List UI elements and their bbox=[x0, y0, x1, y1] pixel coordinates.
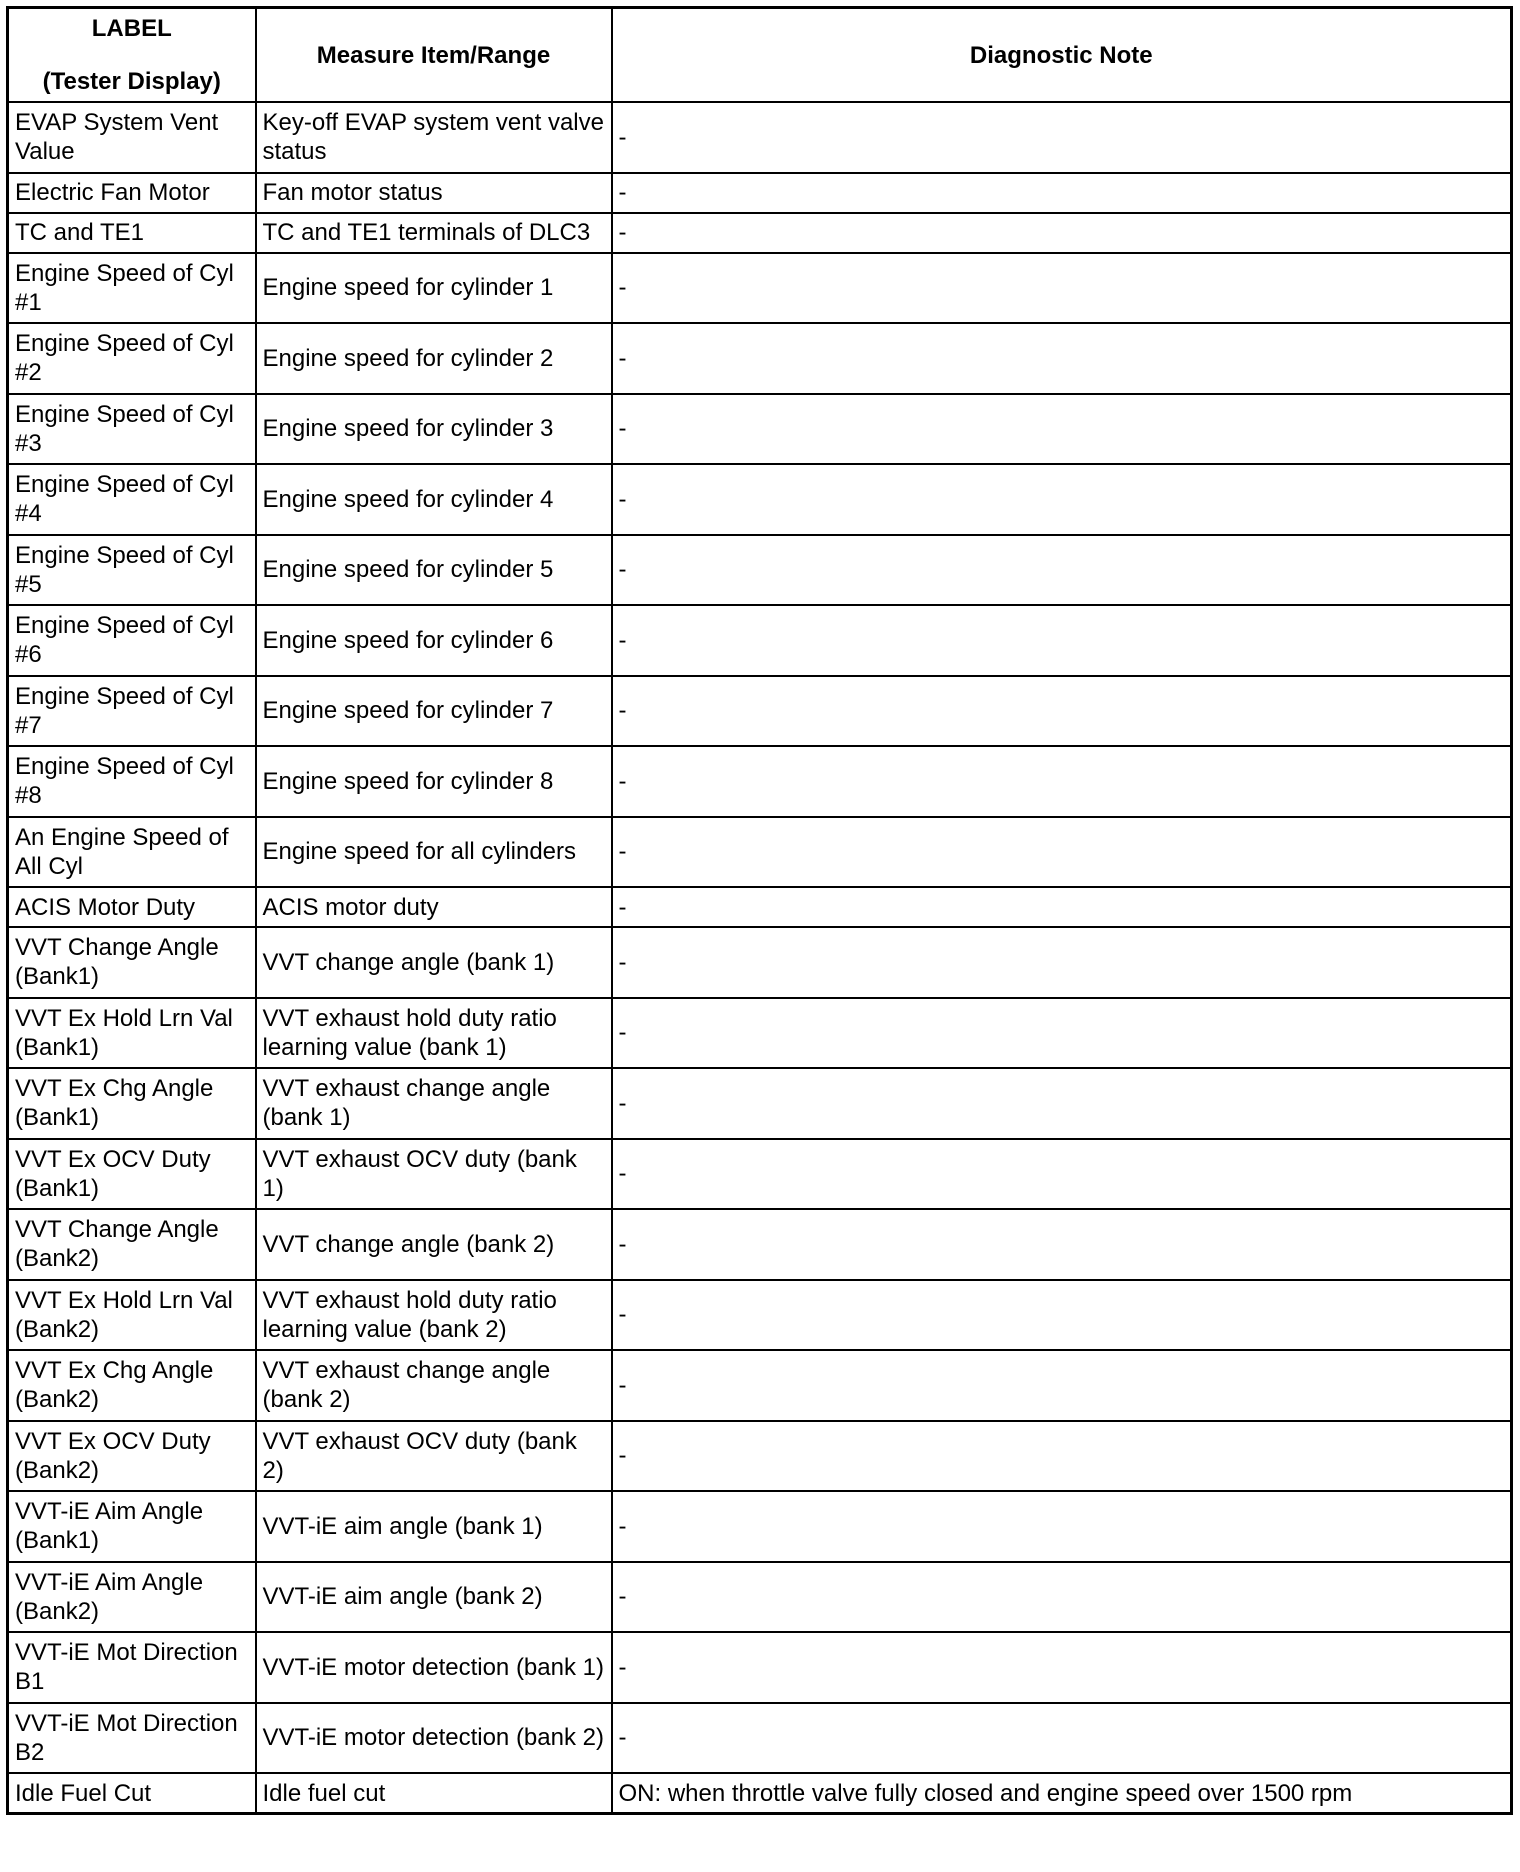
row-note-cell: - bbox=[612, 1491, 1512, 1562]
row-note-cell: - bbox=[612, 213, 1512, 253]
row-measure-cell: ACIS motor duty bbox=[256, 887, 612, 927]
row-measure-cell: VVT exhaust change angle (bank 2) bbox=[256, 1350, 612, 1421]
row-measure-cell: VVT-iE aim angle (bank 2) bbox=[256, 1562, 612, 1633]
row-label-cell: Engine Speed of Cyl #6 bbox=[8, 605, 256, 676]
table-row bbox=[8, 676, 1512, 747]
row-measure-cell: VVT exhaust OCV duty (bank 2) bbox=[256, 1421, 612, 1492]
header-label bbox=[8, 8, 256, 103]
table-row bbox=[8, 998, 1512, 1069]
table-row bbox=[8, 173, 1512, 213]
row-measure-cell: Engine speed for cylinder 3 bbox=[256, 394, 612, 465]
table-body bbox=[8, 102, 1512, 1814]
row-label-cell: VVT Ex Hold Lrn Val (Bank1) bbox=[8, 998, 256, 1069]
table-row bbox=[8, 1068, 1512, 1139]
document-page bbox=[6, 6, 1516, 1868]
row-measure-cell: Engine speed for cylinder 5 bbox=[256, 535, 612, 606]
row-measure-cell: VVT exhaust change angle (bank 1) bbox=[256, 1068, 612, 1139]
table-row bbox=[8, 887, 1512, 927]
row-note-cell: - bbox=[612, 1562, 1512, 1633]
row-label-cell: VVT-iE Mot Direction B1 bbox=[8, 1632, 256, 1703]
table-row bbox=[8, 605, 1512, 676]
row-note-cell: - bbox=[612, 676, 1512, 747]
row-note-cell: - bbox=[612, 1632, 1512, 1703]
row-measure-cell: Engine speed for cylinder 1 bbox=[256, 253, 612, 324]
row-label-cell: Engine Speed of Cyl #1 bbox=[8, 253, 256, 324]
row-measure-cell: VVT-iE motor detection (bank 1) bbox=[256, 1632, 612, 1703]
row-measure-cell: Engine speed for cylinder 7 bbox=[256, 676, 612, 747]
row-label-cell: Engine Speed of Cyl #5 bbox=[8, 535, 256, 606]
row-label-cell: VVT Ex Hold Lrn Val (Bank2) bbox=[8, 1280, 256, 1351]
row-label-cell: An Engine Speed of All Cyl bbox=[8, 817, 256, 888]
row-label-cell: ACIS Motor Duty bbox=[8, 887, 256, 927]
row-label-cell: TC and TE1 bbox=[8, 213, 256, 253]
row-measure-cell: Engine speed for cylinder 8 bbox=[256, 746, 612, 817]
table-row bbox=[8, 1562, 1512, 1633]
row-label-cell: VVT Change Angle (Bank2) bbox=[8, 1209, 256, 1280]
row-note-cell: - bbox=[612, 535, 1512, 606]
row-label-cell: VVT Change Angle (Bank1) bbox=[8, 927, 256, 998]
row-note-cell: - bbox=[612, 464, 1512, 535]
row-measure-cell: Key-off EVAP system vent valve status bbox=[256, 102, 612, 173]
table-row bbox=[8, 213, 1512, 253]
row-label-cell: Engine Speed of Cyl #8 bbox=[8, 746, 256, 817]
row-note-cell: - bbox=[612, 746, 1512, 817]
row-measure-cell: VVT change angle (bank 2) bbox=[256, 1209, 612, 1280]
row-measure-cell: VVT exhaust hold duty ratio learning value (bank 2) bbox=[256, 1280, 612, 1351]
row-note-cell: - bbox=[612, 1703, 1512, 1774]
row-note-cell: - bbox=[612, 887, 1512, 927]
row-measure-cell: VVT exhaust OCV duty (bank 1) bbox=[256, 1139, 612, 1210]
row-note-cell: - bbox=[612, 323, 1512, 394]
header-note: Diagnostic Note bbox=[612, 8, 1512, 103]
table-row bbox=[8, 253, 1512, 324]
table-row bbox=[8, 102, 1512, 173]
table-row bbox=[8, 535, 1512, 606]
row-measure-cell: VVT change angle (bank 1) bbox=[256, 927, 612, 998]
row-measure-cell: VVT-iE motor detection (bank 2) bbox=[256, 1703, 612, 1774]
row-note-cell: - bbox=[612, 1139, 1512, 1210]
row-measure-cell: Engine speed for cylinder 4 bbox=[256, 464, 612, 535]
row-measure-cell: TC and TE1 terminals of DLC3 bbox=[256, 213, 612, 253]
row-label-cell: VVT Ex OCV Duty (Bank2) bbox=[8, 1421, 256, 1492]
row-label-cell: VVT Ex OCV Duty (Bank1) bbox=[8, 1139, 256, 1210]
row-label-cell: Electric Fan Motor bbox=[8, 173, 256, 213]
row-note-cell: - bbox=[612, 394, 1512, 465]
row-measure-cell: VVT-iE aim angle (bank 1) bbox=[256, 1491, 612, 1562]
row-note-cell: - bbox=[612, 1350, 1512, 1421]
row-note-cell: - bbox=[612, 102, 1512, 173]
row-label-cell: EVAP System Vent Value bbox=[8, 102, 256, 173]
row-measure-cell: Idle fuel cut bbox=[256, 1773, 612, 1814]
table-row bbox=[8, 464, 1512, 535]
row-note-cell: - bbox=[612, 605, 1512, 676]
table-row bbox=[8, 1139, 1512, 1210]
row-note-cell: ON: when throttle valve fully closed and engine speed over 1500 rpm bbox=[612, 1773, 1512, 1814]
row-measure-cell: Fan motor status bbox=[256, 173, 612, 213]
row-label-cell: VVT-iE Aim Angle (Bank1) bbox=[8, 1491, 256, 1562]
row-label-cell: Engine Speed of Cyl #7 bbox=[8, 676, 256, 747]
table-row bbox=[8, 1491, 1512, 1562]
table-row bbox=[8, 1280, 1512, 1351]
row-note-cell: - bbox=[612, 817, 1512, 888]
table-row bbox=[8, 394, 1512, 465]
header-row bbox=[8, 8, 1512, 103]
table-row bbox=[8, 927, 1512, 998]
table-row bbox=[8, 746, 1512, 817]
row-label-cell: Idle Fuel Cut bbox=[8, 1773, 256, 1814]
row-measure-cell: Engine speed for cylinder 6 bbox=[256, 605, 612, 676]
row-label-cell: VVT Ex Chg Angle (Bank1) bbox=[8, 1068, 256, 1139]
row-label-cell: VVT-iE Aim Angle (Bank2) bbox=[8, 1562, 256, 1633]
row-measure-cell: VVT exhaust hold duty ratio learning value (bank 1) bbox=[256, 998, 612, 1069]
table-row bbox=[8, 1421, 1512, 1492]
table-row bbox=[8, 1350, 1512, 1421]
row-note-cell: - bbox=[612, 998, 1512, 1069]
header-label-line2: (Tester Display) bbox=[42, 68, 221, 95]
row-note-cell: - bbox=[612, 173, 1512, 213]
table-header bbox=[8, 8, 1512, 103]
row-note-cell: - bbox=[612, 1421, 1512, 1492]
row-note-cell: - bbox=[612, 1068, 1512, 1139]
row-label-cell: Engine Speed of Cyl #3 bbox=[8, 394, 256, 465]
table-row bbox=[8, 1773, 1512, 1814]
row-label-cell: VVT Ex Chg Angle (Bank2) bbox=[8, 1350, 256, 1421]
row-measure-cell: Engine speed for all cylinders bbox=[256, 817, 612, 888]
row-label-cell: Engine Speed of Cyl #4 bbox=[8, 464, 256, 535]
row-label-cell: Engine Speed of Cyl #2 bbox=[8, 323, 256, 394]
data-list-table bbox=[6, 6, 1513, 1815]
table-row bbox=[8, 323, 1512, 394]
header-measure: Measure Item/Range bbox=[256, 8, 612, 103]
table-row bbox=[8, 817, 1512, 888]
table-row bbox=[8, 1703, 1512, 1774]
table-row bbox=[8, 1632, 1512, 1703]
row-label-cell: VVT-iE Mot Direction B2 bbox=[8, 1703, 256, 1774]
row-note-cell: - bbox=[612, 927, 1512, 998]
table-row bbox=[8, 1209, 1512, 1280]
row-note-cell: - bbox=[612, 1209, 1512, 1280]
header-label-line1: LABEL bbox=[91, 15, 172, 42]
row-measure-cell: Engine speed for cylinder 2 bbox=[256, 323, 612, 394]
row-note-cell: - bbox=[612, 1280, 1512, 1351]
row-note-cell: - bbox=[612, 253, 1512, 324]
